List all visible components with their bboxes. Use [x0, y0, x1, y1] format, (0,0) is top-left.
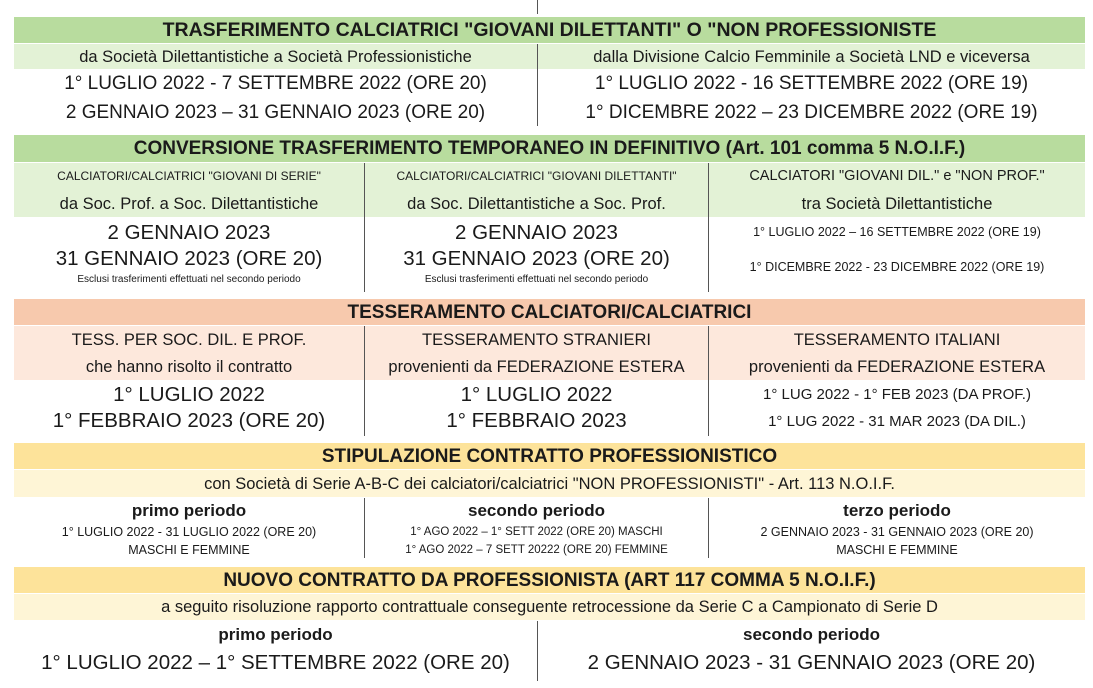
section2-col2-direction: da Soc. Dilettantistiche a Soc. Prof.: [407, 195, 666, 213]
section4-col1-line-2: MASCHI E FEMMINE: [128, 543, 250, 557]
section4-col2-line-1: 1° AGO 2022 – 1° SETT 2022 (ORE 20) MASCHI: [410, 526, 663, 538]
section5-title: NUOVO CONTRATTO DA PROFESSIONISTA (ART 117 COMMA 5 N.O.I.F.): [14, 567, 1085, 593]
section5-col1-date: 1° LUGLIO 2022 – 1° SETTEMBRE 2022 (ORE 20): [41, 651, 510, 674]
section1-right-date-2: 1° DICEMBRE 2022 – 23 DICEMBRE 2022 (ORE 19): [585, 102, 1038, 123]
section3-col3-date-1: 1° LUG 2022 - 1° FEB 2023 (DA PROF.): [763, 386, 1031, 403]
section5-col2-date: 2 GENNAIO 2023 - 31 GENNAIO 2023 (ORE 20): [587, 651, 1036, 674]
section3-col3-date-2: 1° LUG 2022 - 31 MAR 2023 (DA DIL.): [768, 413, 1026, 430]
section2-col3-date-2: 1° DICEMBRE 2022 - 23 DICEMBRE 2022 (ORE 19): [749, 260, 1045, 274]
section2-title: CONVERSIONE TRASFERIMENTO TEMPORANEO IN DEFINITIVO (Art. 101 comma 5 N.O.I.F.): [14, 135, 1085, 162]
section2-col2-note: Esclusi trasferimenti effettuati nel secondo periodo: [424, 274, 649, 285]
section2-col1-category: CALCIATORI/CALCIATRICI "GIOVANI DI SERIE": [57, 169, 321, 183]
section5-subtitle: a seguito risoluzione rapporto contrattuale conseguente retrocessione da Serie C a Campionato di Serie D: [14, 594, 1085, 620]
section1-right-subtitle: dalla Divisione Calcio Femminile a Società LND e viceversa: [538, 44, 1085, 69]
section2-col1-date-1: 2 GENNAIO 2023: [107, 221, 271, 244]
section3-col3-detail: provenienti da FEDERAZIONE ESTERA: [748, 358, 1046, 376]
section1-right-date-1: 1° LUGLIO 2022 - 16 SETTEMBRE 2022 (ORE 19): [594, 73, 1029, 94]
section2-col1-direction: da Soc. Prof. a Soc. Dilettantistiche: [59, 195, 319, 213]
section4-col3-period: terzo periodo: [843, 501, 951, 520]
section3-title: TESSERAMENTO CALCIATORI/CALCIATRICI: [14, 299, 1085, 325]
section2-col1-date-2: 31 GENNAIO 2023 (ORE 20): [55, 247, 323, 270]
section2-col2-date-1: 2 GENNAIO 2023: [455, 221, 618, 244]
section3-col1-category: TESS. PER SOC. DIL. E PROF.: [71, 331, 307, 349]
section3-col1-detail: che hanno risolto il contratto: [85, 358, 293, 376]
section4-col3-line-2: MASCHI E FEMMINE: [836, 543, 958, 557]
section4-col2-line-2: 1° AGO 2022 – 7 SETT 20222 (ORE 20) FEMMINE: [405, 544, 668, 556]
section2-col2-date-2: 31 GENNAIO 2023 (ORE 20): [403, 247, 670, 270]
section3-col1-date-1: 1° LUGLIO 2022: [113, 383, 265, 406]
section2-col1-note: Esclusi trasferimenti effettuati nel secondo periodo: [77, 274, 301, 285]
section1-left-date-1: 1° LUGLIO 2022 - 7 SETTEMBRE 2022 (ORE 20): [64, 73, 487, 94]
section2-col3-direction: tra Società Dilettantistiche: [801, 195, 993, 213]
section2-col3-category: CALCIATORI "GIOVANI DIL." e "NON PROF.": [749, 168, 1045, 184]
section4-col3-line-1: 2 GENNAIO 2023 - 31 GENNAIO 2023 (ORE 20): [760, 525, 1034, 539]
section3-col1-date-2: 1° FEBBRAIO 2023 (ORE 20): [52, 409, 326, 432]
section1-title: TRASFERIMENTO CALCIATRICI "GIOVANI DILETTANTI" O "NON PROFESSIONISTE: [14, 17, 1085, 43]
section1-left-subtitle: da Società Dilettantistiche a Società Professionistiche: [14, 44, 537, 69]
top-divider: [537, 0, 538, 14]
section4-col2-period: secondo periodo: [468, 501, 605, 520]
section3-col2-detail: provenienti da FEDERAZIONE ESTERA: [388, 358, 685, 376]
section2-col2-category: CALCIATORI/CALCIATRICI "GIOVANI DILETTANTI": [396, 169, 677, 183]
section4-subtitle: con Società di Serie A-B-C dei calciatori/calciatrici "NON PROFESSIONISTI" - Art. 113 N.O.I.F.: [14, 470, 1085, 497]
section5-col2-period: secondo periodo: [743, 625, 880, 644]
section3-col2-date-1: 1° LUGLIO 2022: [460, 383, 613, 406]
section4-title: STIPULAZIONE CONTRATTO PROFESSIONISTICO: [14, 443, 1085, 469]
section1-left-date-2: 2 GENNAIO 2023 – 31 GENNAIO 2023 (ORE 20): [65, 102, 486, 123]
section3-col2-category: TESSERAMENTO STRANIERI: [422, 331, 651, 349]
section4-col1-period: primo periodo: [131, 501, 247, 520]
section2-col3-date-1: 1° LUGLIO 2022 – 16 SETTEMBRE 2022 (ORE 19): [753, 225, 1041, 239]
section3-col2-date-2: 1° FEBBRAIO 2023: [446, 409, 627, 432]
section3-col3-category: TESSERAMENTO ITALIANI: [793, 331, 1001, 349]
section4-col1-line-1: 1° LUGLIO 2022 - 31 LUGLIO 2022 (ORE 20): [61, 525, 317, 539]
section5-col1-period: primo periodo: [218, 625, 333, 644]
